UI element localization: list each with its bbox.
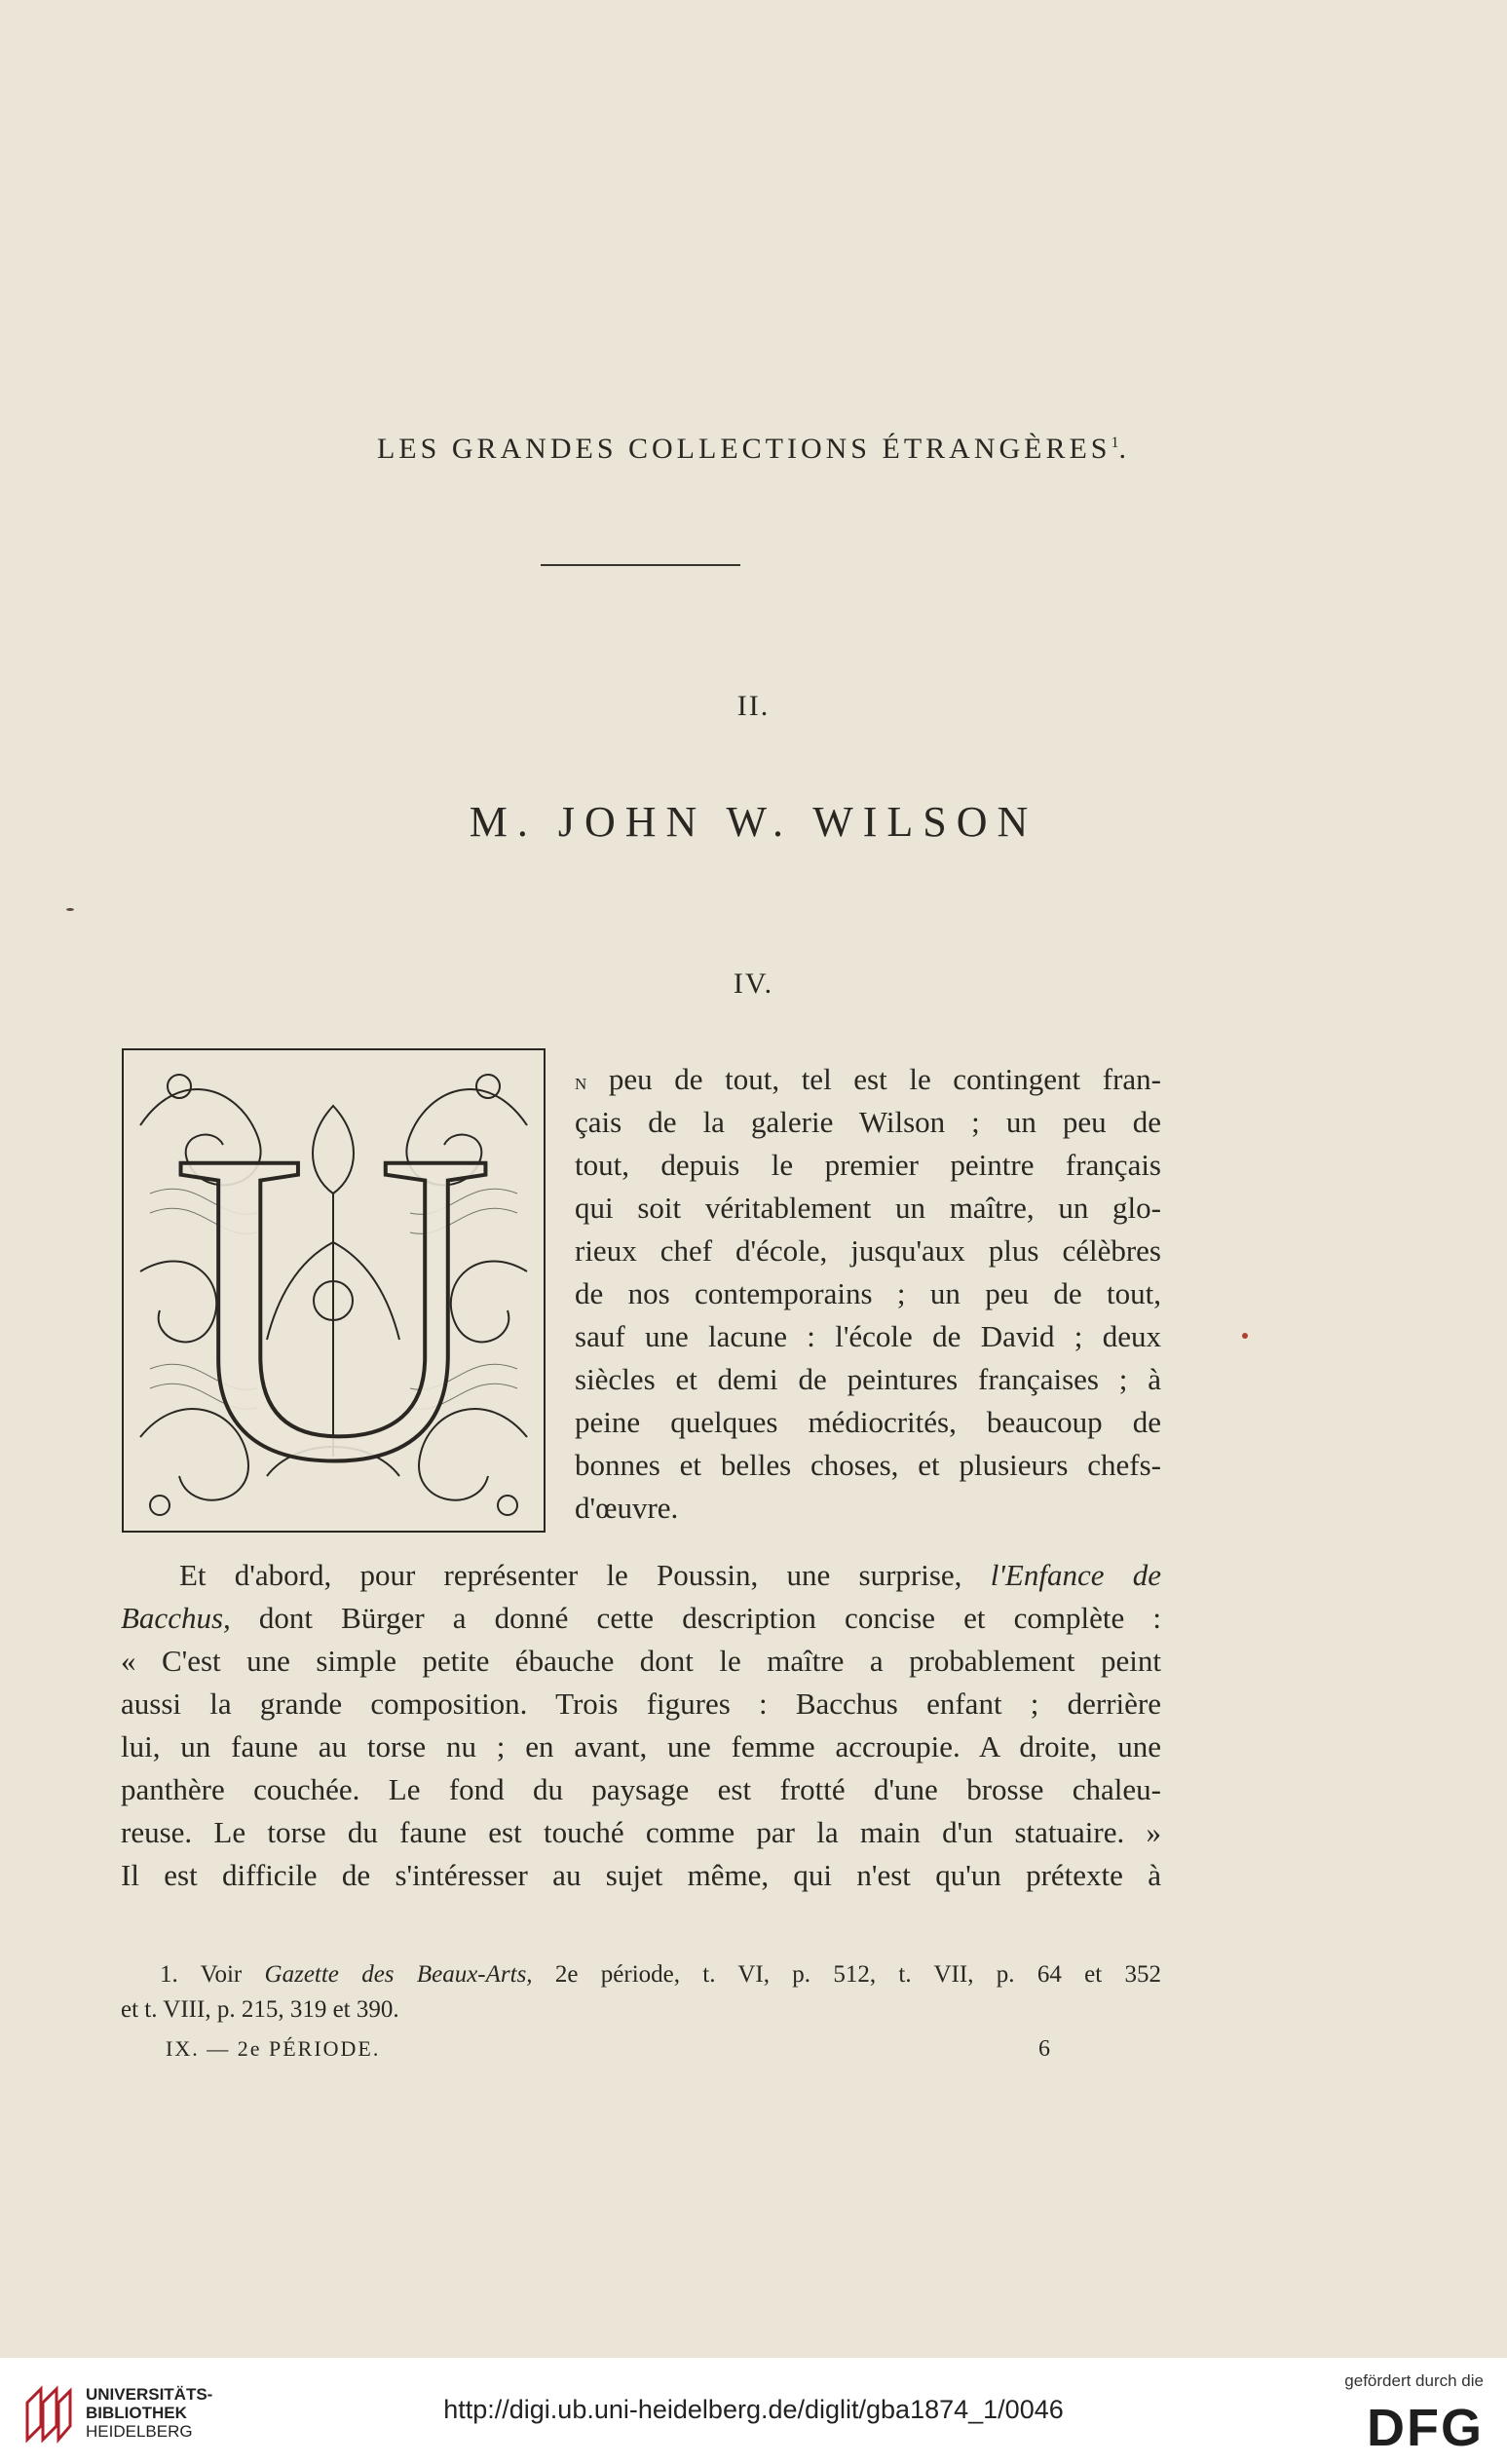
- text-line: lui, un faune au torse nu ; en avant, une femme accroupie. A droite, une: [121, 1729, 1161, 1763]
- footer-bar: [0, 2358, 1507, 2464]
- footnote-line: [160, 1958, 1161, 1991]
- text-line: qui soit véritablement un maître, un glo-: [575, 1191, 1161, 1225]
- volume-signature: IX. — 2e PÉRIODE.: [166, 2036, 381, 2061]
- part-number: II.: [736, 690, 771, 722]
- text-line: tout, depuis le premier peintre français: [575, 1148, 1161, 1182]
- permalink-url[interactable]: http://digi.ub.uni-heidelberg.de/diglit/gba1874_1/0046: [443, 2395, 1064, 2424]
- text-line: çais de la galerie Wilson ; un peu de: [575, 1105, 1161, 1139]
- library-name-line: BIBLIOTHEK: [86, 2404, 187, 2422]
- dropcap-letter: U: [170, 1057, 496, 1534]
- article-title: M. JOHN W. WILSON: [469, 798, 1038, 846]
- running-title-text: LES GRANDES COLLECTIONS ÉTRANGÈRES: [376, 433, 1111, 465]
- paper-speck: [1242, 1333, 1248, 1339]
- dropcap-continuation: n: [575, 1070, 587, 1095]
- ornamental-dropcap: [121, 1047, 546, 1534]
- footnote-line: et t. VIII, p. 215, 319 et 390.: [121, 1996, 399, 2023]
- footnote-mark: 1: [1111, 435, 1119, 451]
- text-line: [179, 1556, 1161, 1595]
- line-text: dont Bürger a donné cette description concise et complète :: [230, 1601, 1161, 1635]
- section-number: IV.: [733, 967, 774, 1000]
- running-title-period: .: [1118, 433, 1130, 465]
- paper-speck: [66, 908, 74, 911]
- text-line: d'œuvre.: [575, 1491, 679, 1525]
- text-line: reuse. Le torse du faune est touché comme par la main d'un statuaire. »: [121, 1815, 1161, 1849]
- footnote-text: Voir: [177, 1961, 265, 1988]
- footnote-text: 2e période, t. VI, p. 512, t. VII, p. 64 et 352: [532, 1961, 1161, 1988]
- library-name-line: UNIVERSITÄTS-: [86, 2385, 213, 2404]
- text-line: Il est difficile de s'intéresser au sujet même, qui n'est qu'un prétexte à: [121, 1858, 1161, 1892]
- artwork-title: Bacchus,: [121, 1601, 231, 1635]
- text-line: siècles et demi de peintures françaises ; à: [575, 1362, 1161, 1396]
- text-line: rieux chef d'école, jusqu'aux plus célèbres: [575, 1233, 1161, 1268]
- dfg-logo-icon: [1320, 2397, 1486, 2451]
- text-line: [575, 1060, 1161, 1099]
- footnote-number: 1.: [160, 1961, 178, 1988]
- line-text: peu de tout, tel est le contingent fran-: [586, 1062, 1161, 1096]
- text-line: panthère couchée. Le fond du paysage est frotté d'une brosse chaleu-: [121, 1772, 1161, 1806]
- funding-note: gefördert durch die: [1344, 2371, 1484, 2390]
- library-name-line: HEIDELBERG: [86, 2422, 193, 2441]
- title-rule: [541, 564, 740, 566]
- text-line: aussi la grande composition. Trois figures : Bacchus enfant ; derrière: [121, 1687, 1161, 1721]
- text-line: bonnes et belles choses, et plusieurs chefs-: [575, 1448, 1161, 1482]
- text-line: « C'est une simple petite ébauche dont le maître a probablement peint: [121, 1644, 1161, 1678]
- line-text: Et d'abord, pour représenter le Poussin, une surprise,: [179, 1558, 991, 1592]
- publication-title: Gazette des Beaux-Arts,: [264, 1961, 533, 1988]
- text-line: [121, 1599, 1161, 1638]
- running-title: [0, 433, 1507, 466]
- text-line: peine quelques médiocrités, beaucoup de: [575, 1405, 1161, 1439]
- text-line: sauf une lacune : l'école de David ; deux: [575, 1319, 1161, 1353]
- sheet-number: 6: [1038, 2036, 1052, 2062]
- text-line: de nos contemporains ; un peu de tout,: [575, 1276, 1161, 1310]
- funder-name: DFG: [1367, 2399, 1484, 2451]
- artwork-title: l'Enfance de: [990, 1558, 1161, 1592]
